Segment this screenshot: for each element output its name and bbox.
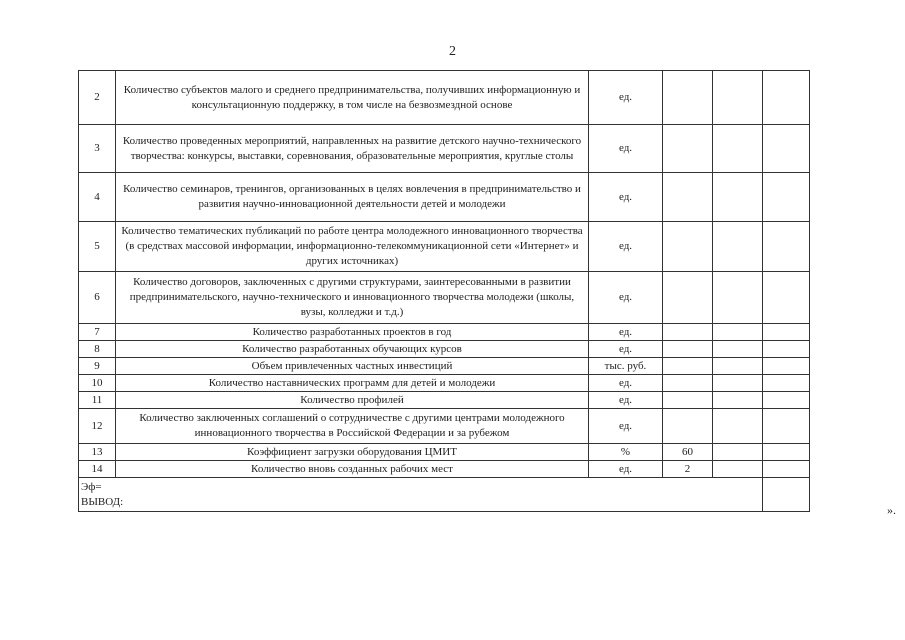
- value-cell: [663, 272, 713, 324]
- indicator-name: Количество профилей: [116, 392, 589, 409]
- table-row: [79, 341, 810, 358]
- value-cell: [663, 375, 713, 392]
- value-cell: [663, 392, 713, 409]
- footer-row: [79, 478, 810, 512]
- table-row: [79, 173, 810, 222]
- empty-cell: [763, 461, 810, 478]
- value-cell: [663, 125, 713, 173]
- row-number: 9: [79, 358, 116, 375]
- indicator-name: Количество тематических публикаций по работе центра молодежного инновационного творчества (в средствах массовой информации, информационно-телекоммуникационной сети «Интернет» и других источниках): [116, 222, 589, 272]
- table-row: [79, 461, 810, 478]
- empty-cell: [713, 392, 763, 409]
- unit-of-measure: тыс. руб.: [589, 358, 663, 375]
- value-cell: 60: [663, 444, 713, 461]
- row-number: 14: [79, 461, 116, 478]
- efficiency-label: Эф=: [81, 480, 102, 493]
- empty-cell: [713, 71, 763, 125]
- indicator-name: Количество разработанных обучающих курсов: [116, 341, 589, 358]
- row-number: 12: [79, 409, 116, 444]
- row-number: 4: [79, 173, 116, 222]
- value-cell: [663, 71, 713, 125]
- unit-of-measure: ед.: [589, 125, 663, 173]
- table-row: [79, 375, 810, 392]
- unit-of-measure: ед.: [589, 324, 663, 341]
- value-cell: [663, 409, 713, 444]
- indicator-name: Объем привлеченных частных инвестиций: [116, 358, 589, 375]
- unit-of-measure: ед.: [589, 173, 663, 222]
- empty-cell: [763, 478, 810, 512]
- indicator-name: Количество семинаров, тренингов, организованных в целях вовлечения в предпринимательство и развития научно-инновационной деятельности детей и молодежи: [116, 173, 589, 222]
- closing-quote: ».: [887, 503, 896, 517]
- unit-of-measure: ед.: [589, 375, 663, 392]
- value-cell: [663, 324, 713, 341]
- row-number: 6: [79, 272, 116, 324]
- empty-cell: [763, 324, 810, 341]
- table-row: [79, 272, 810, 324]
- empty-cell: [763, 272, 810, 324]
- conclusion-label: ВЫВОД:: [81, 495, 124, 508]
- empty-cell: [763, 125, 810, 173]
- empty-cell: [763, 409, 810, 444]
- footer-cell: [79, 478, 763, 512]
- unit-of-measure: ед.: [589, 341, 663, 358]
- indicator-name: Количество разработанных проектов в год: [116, 324, 589, 341]
- value-cell: 2: [663, 461, 713, 478]
- row-number: 5: [79, 222, 116, 272]
- unit-of-measure: ед.: [589, 71, 663, 125]
- indicator-name: Количество вновь созданных рабочих мест: [116, 461, 589, 478]
- value-cell: [663, 358, 713, 375]
- indicator-name: Количество договоров, заключенных с другими структурами, заинтересованными в развитии предпринимательского, научно-технического и инновационного творчества молодежи (школы, вузы, колледжи и т.д.): [116, 272, 589, 324]
- row-number: 8: [79, 341, 116, 358]
- page-number: 2: [449, 44, 456, 59]
- row-number: 10: [79, 375, 116, 392]
- indicator-name: Количество заключенных соглашений о сотрудничестве с другими центрами молодежного инновационного творчества в Российской Федерации и за рубежом: [116, 409, 589, 444]
- empty-cell: [763, 375, 810, 392]
- empty-cell: [713, 324, 763, 341]
- empty-cell: [713, 173, 763, 222]
- empty-cell: [713, 341, 763, 358]
- unit-of-measure: ед.: [589, 409, 663, 444]
- row-number: 11: [79, 392, 116, 409]
- empty-cell: [763, 358, 810, 375]
- table-row: [79, 125, 810, 173]
- empty-cell: [763, 173, 810, 222]
- empty-cell: [763, 222, 810, 272]
- indicator-name: Коэффициент загрузки оборудования ЦМИТ: [116, 444, 589, 461]
- row-number: 7: [79, 324, 116, 341]
- indicator-name: Количество субъектов малого и среднего предпринимательства, получивших информационную и консультационную поддержку, в том числе на безвозмездной основе: [116, 71, 589, 125]
- table-row: [79, 71, 810, 125]
- unit-of-measure: ед.: [589, 461, 663, 478]
- empty-cell: [713, 461, 763, 478]
- value-cell: [663, 173, 713, 222]
- table-row: [79, 409, 810, 444]
- indicator-name: Количество проведенных мероприятий, направленных на развитие детского научно-технического творчества: конкурсы, выставки, соревнования, образовательные мероприятия, круглые столы: [116, 125, 589, 173]
- empty-cell: [763, 392, 810, 409]
- empty-cell: [713, 358, 763, 375]
- empty-cell: [713, 125, 763, 173]
- table-row: [79, 444, 810, 461]
- unit-of-measure: %: [589, 444, 663, 461]
- value-cell: [663, 341, 713, 358]
- empty-cell: [713, 444, 763, 461]
- table-row: [79, 324, 810, 341]
- unit-of-measure: ед.: [589, 392, 663, 409]
- unit-of-measure: ед.: [589, 222, 663, 272]
- indicator-name: Количество наставнических программ для детей и молодежи: [116, 375, 589, 392]
- table-row: [79, 358, 810, 375]
- empty-cell: [763, 341, 810, 358]
- unit-of-measure: ед.: [589, 272, 663, 324]
- empty-cell: [713, 375, 763, 392]
- row-number: 2: [79, 71, 116, 125]
- empty-cell: [763, 444, 810, 461]
- empty-cell: [763, 71, 810, 125]
- indicators-table: [78, 70, 810, 512]
- empty-cell: [713, 409, 763, 444]
- empty-cell: [713, 222, 763, 272]
- table-row: [79, 222, 810, 272]
- empty-cell: [713, 272, 763, 324]
- value-cell: [663, 222, 713, 272]
- table-row: [79, 392, 810, 409]
- row-number: 13: [79, 444, 116, 461]
- row-number: 3: [79, 125, 116, 173]
